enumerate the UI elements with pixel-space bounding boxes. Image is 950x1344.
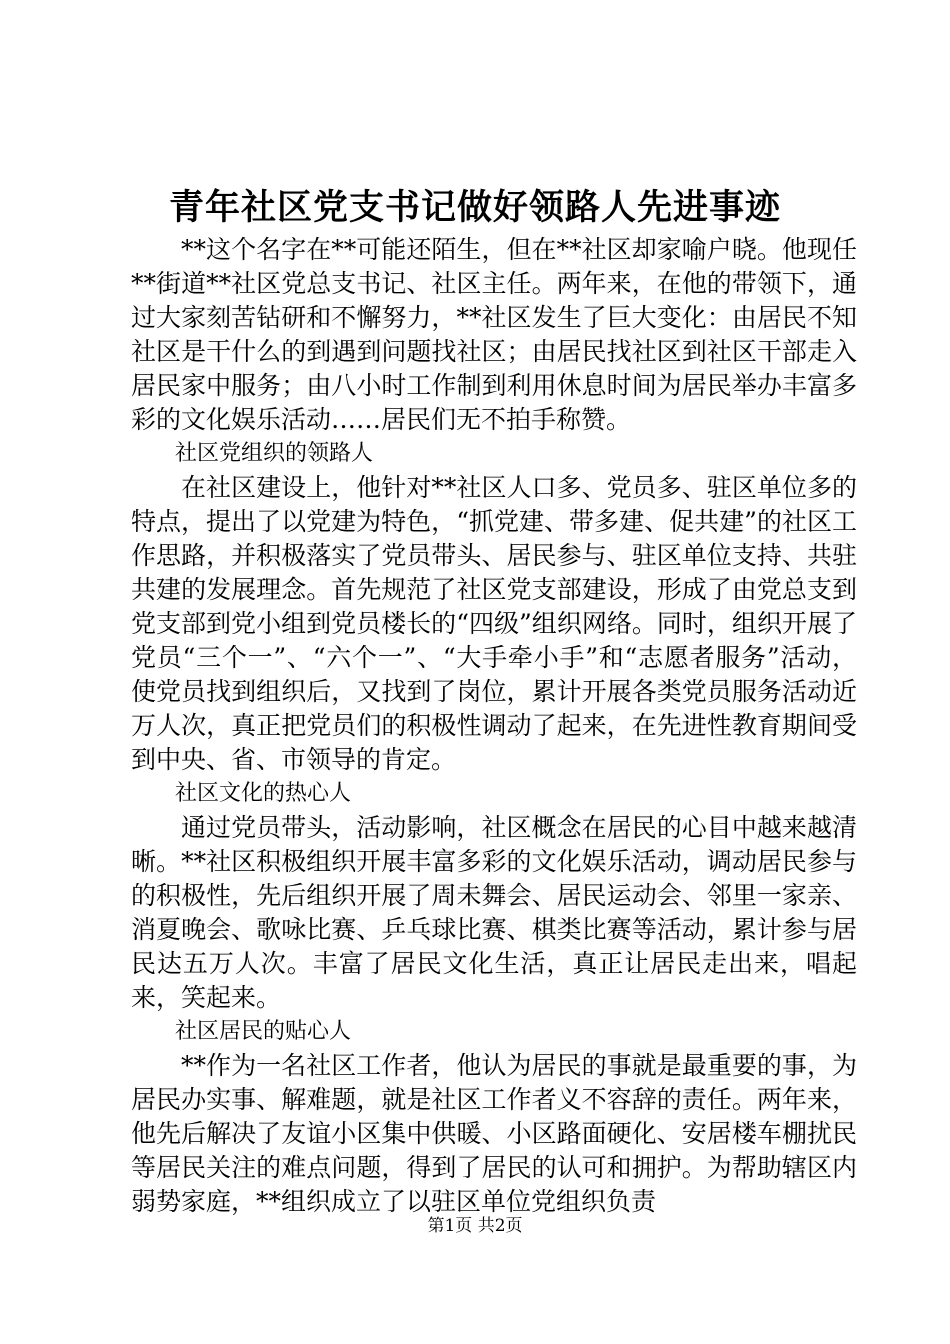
section-heading-party-leader: 社区党组织的领路人 <box>175 441 374 466</box>
document-body <box>131 233 857 1219</box>
section-heading-residents: 社区居民的贴心人 <box>175 1019 352 1044</box>
paragraph-culture: 通过党员带头，活动影响，社区概念在居民的心目中越来越清晰。**社区积极组织开展丰富多彩的文化娱乐活动，调动居民参与的积极性，先后组织开展了周未舞会、居民运动会、邻里一家亲、消夏晚会、歌咏比赛、乒乓球比赛、棋类比赛等活动，累计参与居民达五万人次。丰富了居民文化生活，真正让居民走出来，唱起来，笑起来。 <box>131 813 857 1012</box>
document-title: 青年社区党支书记做好领路人先进事迹 <box>168 187 781 228</box>
page-number-footer: 第1页 共2页 <box>427 1216 523 1236</box>
section-heading-culture: 社区文化的热心人 <box>175 781 352 806</box>
paragraph-party-building: 在社区建设上，他针对**社区人口多、党员多、驻区单位多的特点，提出了以党建为特色，“抓党建、带多建、促共建”的社区工作思路，并积极落实了党员带头、居民参与、驻区单位支持、共驻共建的发展理念。首先规范了社区党支部建设，形成了由党总支到党支部到党小组到党员楼长的“四级”组织网络。同时，组织开展了党员“三个一”、“六个一”、“大手牵小手”和“志愿者服务”活动，使党员找到组织后，又找到了岗位，累计开展各类党员服务活动近万人次，真正把党员们的积极性调动了起来，在先进性教育期间受到中央、省、市领导的肯定。 <box>131 473 857 774</box>
paragraph-intro: **这个名字在**可能还陌生，但在**社区却家喻户晓。他现任**街道**社区党总支书记、社区主任。两年来，在他的带领下，通过大家刻苦钻研和不懈努力，**社区发生了巨大变化：由居民不知社区是干什么的到遇到问题找社区；由居民找社区到社区干部走入居民家中服务；由八小时工作制到利用休息时间为居民举办丰富多彩的文化娱乐活动……居民们无不拍手称赞。 <box>131 235 857 434</box>
paragraph-residents: **作为一名社区工作者，他认为居民的事就是最重要的事，为居民办实事、解难题，就是社区工作者义不容辞的责任。两年来，他先后解决了友谊小区集中供暖、小区路面硬化、安居楼车棚扰民等居民关注的难点问题，得到了居民的认可和拥护。为帮助辖区内弱势家庭，**组织成立了以驻区单位党组织负责 <box>131 1051 857 1216</box>
